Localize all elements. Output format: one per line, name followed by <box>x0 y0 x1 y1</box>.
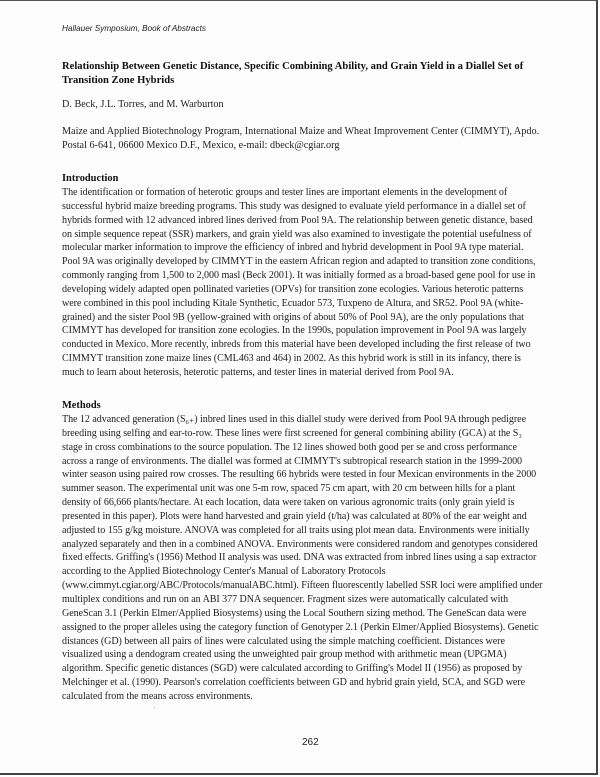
affiliation: Maize and Applied Biotechnology Program, International Maize and Wheat Improvement Center (CIMMYT), Apdo. Postal 6-641, 06600 Mexico D.F., Mexico, e-mail: dbeck@cgiar.org <box>62 126 540 151</box>
scan-artifact <box>154 707 155 708</box>
running-head: Hallauer Symposium, Book of Abstracts <box>62 24 206 33</box>
section-heading-introduction: Introduction <box>62 173 119 184</box>
page-number: 262 <box>302 737 319 748</box>
section-body-introduction: The identification or formation of heterotic groups and tester lines are important elements in the development of successful hybrid maize breeding programs. This study was designed to evaluate yield performance in a diallel set of hybrids formed with 12 advanced inbred lines derived from Pool 9A. The relationship between genetic distance, based on simple sequence repeat (SSR) markers, and grain yield was also examined to investigate the potential usefulness of molecular marker information to improve the efficiency of inbred and hybrid development in Pool 9A type material. Pool 9A was originally developed by CIMMYT in the eastern African region and adapted to transition zone conditions, commonly ranging from 1,500 to 2,000 masl (Beck 2001). It was initially formed as a broad-based gene pool for use in developing widely adapted open pollinated varieties (OPVs) for transition zone ecologies. Various heterotic patterns were combined in this pool including Kitale Synthetic, Ecuador 573, Tuxpeno de Altura, and SR52. Pool 9A (white-grained) and the sister Pool 9B (yellow-grained with origins of about 50% of Pool 9A), are the only populations that CIMMYT has developed for transition zone ecologies. In the 1990s, population improvement in Pool 9A was largely conducted in Mexico. More recently, inbreds from this material have been developed including the first release of two CIMMYT transition zone maize lines (CML463 and 464) in 2002. As this hybrid work is still in its infancy, there is much to learn about heterosis, heterotic patterns, and tester lines in material derived from Pool 9A. <box>62 187 536 378</box>
section-body-methods: The 12 advanced generation (S₆₊) inbred lines used in this diallel study were derived from Pool 9A through pedigree breeding using selfing and ear-to-row. These lines were first screened for general combining ability (GCA) at the S₃ stage in cross combinations to the source population. The 12 lines showed both good per se and cross performance across a range of environments. The diallel was formed at CIMMYT's subtropical research station in the 1999-2000 winter season using paired row crosses. The resulting 66 hybrids were tested in four Mexican environments in the 2000 summer season. The experimental unit was one 5-m row, spaced 75 cm apart, with 20 cm between hills for a plant density of 66,666 plants/hectare. At each location, data were taken on various agronomic traits (only grain yield is presented in this paper). Plots were hand harvested and grain yield (t/ha) was calculated at 80% of the ear weight and adjusted to 155 g/kg moisture. ANOVA was completed for all traits using plot mean data. Environments were initially analyzed separately and then in a combined ANOVA. Environments were considered random and genotypes considered fixed effects. Griffing's (1956) Method II analysis was used. DNA was extracted from inbred lines using a sap extractor according to the Applied Biotechnology Center's Manual of Laboratory Protocols (www.cimmyt.cgiar.org/ABC/Protocols/manualABC.html). Fifteen fluorescently labelled SSR loci were amplified under multiplex conditions and run on an ABI 377 DNA sequencer. Fragment sizes were automatically calculated with GeneScan 3.1 (Perkin Elmer/Applied Biosystems) using the Local Southern sizing method. The GeneScan data were assigned to the proper alleles using the category function of Genotyper 2.1 (Perkin Elmer/Applied Biosystems). Genetic distances (GD) between all pairs of lines were calculated using the simple matching coefficient. Distances were visualized using a dendogram created using the unweighted pair group method with arithmetic mean (UPGMA) algorithm. Specific genetic distances (SGD) were calculated according to Griffing's Model II (1956) as proposed by Melchinger et al. (1990). Pearson's correlation coefficients between GD and hybrid grain yield, SCA, and SGD were calculated from the means across environments. <box>62 414 543 702</box>
authors: D. Beck, J.L. Torres, and M. Warburton <box>62 99 224 110</box>
section-heading-methods: Methods <box>62 400 101 411</box>
paper-title: Relationship Between Genetic Distance, Specific Combining Ability, and Grain Yield in a Diallel Set of Transition Zone Hybrids <box>62 61 524 86</box>
